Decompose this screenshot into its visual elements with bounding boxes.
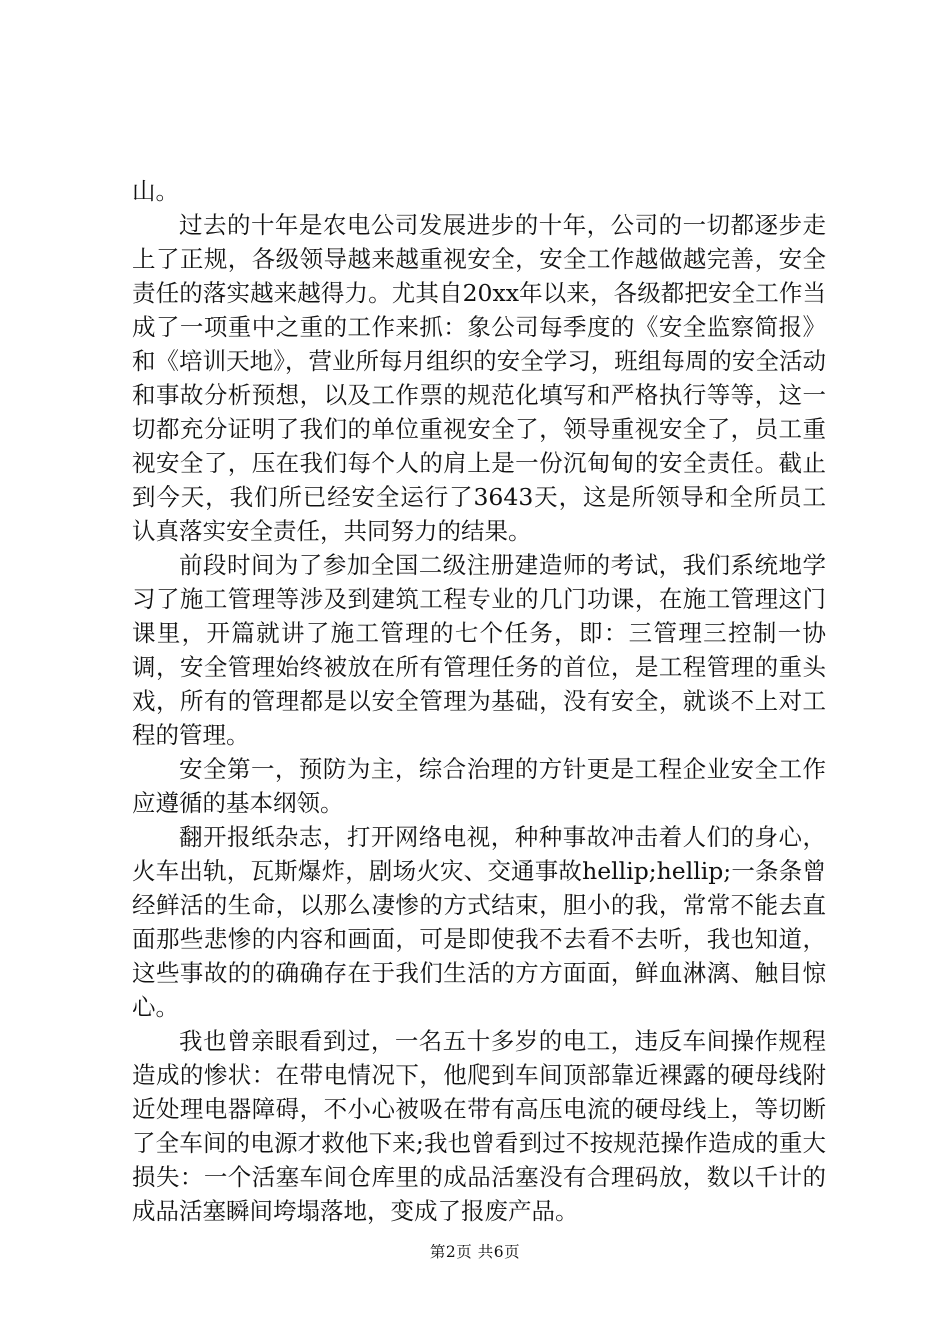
document-body	[132, 174, 826, 1228]
paragraph-accidents-news: 翻开报纸杂志，打开网络电视，种种事故冲击着人们的身心，火车出轨，瓦斯爆炸，剧场火灾、交通事故hellip;hellip;一条条曾经鲜活的生命，以那么凄惨的方式结束，胆小的我，常常不能去直面那些悲惨的内容和画面，可是即使我不去看不去听，我也知道，这些事故的的确确存在于我们生活的方方面面，鲜血淋漓、触目惊心。	[132, 823, 826, 1021]
paragraph-continuation: 山。	[132, 177, 179, 205]
page-number-footer: 第2页 共6页	[429, 1243, 521, 1261]
paragraph-safety-principle: 安全第一，预防为主，综合治理的方针更是工程企业安全工作应遵循的基本纲领。	[132, 755, 826, 817]
paragraph-safety-decade: 过去的十年是农电公司发展进步的十年，公司的一切都逐步走上了正规，各级领导越来越重视安全，安全工作越做越完善，安全责任的落实越来越得力。尤其自20xx年以来，各级都把安全工作当成了一项重中之重的工作来抓：象公司每季度的《安全监察简报》和《培训天地》，营业所每月组织的安全学习，班组每周的安全活动和事故分析预想，以及工作票的规范化填写和严格执行等等，这一切都充分证明了我们的单位重视安全了，领导重视安全了，员工重视安全了，压在我们每个人的肩上是一份沉甸甸的安全责任。截止到今天，我们所已经安全运行了3643天，这是所领导和全所员工认真落实安全责任，共同努力的结果。	[132, 211, 826, 545]
paragraph-construction-exam: 前段时间为了参加全国二级注册建造师的考试，我们系统地学习了施工管理等涉及到建筑工程专业的几门功课，在施工管理这门课里，开篇就讲了施工管理的七个任务，即：三管理三控制一协调，安全管理始终被放在所有管理任务的首位，是工程管理的重头戏，所有的管理都是以安全管理为基础，没有安全，就谈不上对工程的管理。	[132, 551, 826, 749]
paragraph-witnessed-accidents: 我也曾亲眼看到过，一名五十多岁的电工，违反车间操作规程造成的惨状：在带电情况下，他爬到车间顶部靠近裸露的硬母线附近处理电器障碍，不小心被吸在带有高压电流的硬母线上，等切断了全车间的电源才救他下来;我也曾看到过不按规范操作造成的重大损失：一个活塞车间仓库里的成品活塞没有合理码放，数以千计的成品活塞瞬间垮塌落地，变成了报废产品。	[132, 1027, 826, 1225]
